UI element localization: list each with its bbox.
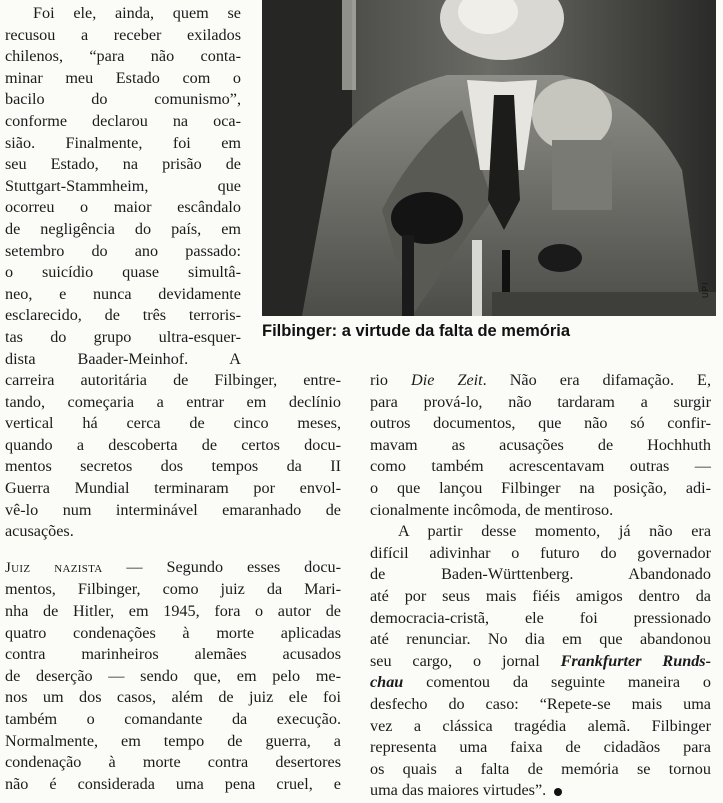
text-line [370, 672, 711, 694]
paragraph-documents [370, 370, 711, 521]
text-line: ocorreu o maior escândalo [5, 198, 241, 217]
article-column-bottom-left [5, 370, 341, 795]
text-line: carreira autoritária de Filbinger, entre- [5, 371, 341, 389]
text-line: de deserção — sendo que, em pelo me- [5, 666, 341, 685]
text-line: o suicídio quase simultâ- [5, 263, 241, 282]
text-line: neo, e nunca devidamente [5, 284, 241, 303]
text-line: não é considerada uma pena cruel, e [5, 774, 341, 793]
text-line: desfecho do caso: “Repete-se mais uma [370, 694, 711, 713]
photo-filbinger [262, 0, 716, 316]
text-line: contra marinheiros alemães acusados [5, 645, 341, 664]
text-line: vertical há cerca de cinco meses, [5, 414, 341, 433]
text-line: de negligência do país, em [5, 219, 241, 238]
text-line: Normalmente, em tempo de guerra, a [5, 731, 341, 750]
text-line: chilenos, “para não conta- [5, 47, 241, 66]
text-line: minar meu Estado com o [5, 68, 241, 87]
article-column-top-left [5, 3, 241, 370]
paragraph-resignation [370, 521, 711, 802]
text-line: Stuttgart-Stammheim, que [5, 176, 241, 195]
text-line: Foi ele, ainda, quem se [33, 4, 241, 22]
text-line: o que lançou Filbinger na posição, adi- [370, 478, 711, 497]
text-line: até por seus mais fiéis amigos dentro da [370, 586, 711, 605]
text-line: nha de Hitler, em 1945, fora o autor de [5, 601, 341, 620]
newspaper-name: Frankfurter Runds- [560, 651, 711, 670]
photo-caption: Filbinger: a virtude da falta de memória [262, 322, 571, 340]
text-line: vê-lo num interminável emaranhado de [5, 500, 341, 519]
text-line: esclarecido, de três terroris- [5, 306, 241, 325]
text-line: mavam as acusações de Hochhuth [370, 435, 711, 454]
text-line: representa uma faixa de cidadãos para [370, 738, 711, 757]
text-line: cionalmente incômoda, de mentiroso. [370, 500, 614, 519]
text-line: difícil adivinhar o futuro do governador [370, 543, 711, 562]
text-line: bacilo do comunismo”, [5, 90, 241, 109]
text-line: outros documentos, que não só confir- [370, 414, 711, 433]
text-fragment: — Segundo esses docu- [102, 557, 341, 576]
photo-credit: UPI [701, 281, 710, 298]
paragraph-career [5, 370, 341, 543]
text-line [370, 780, 711, 802]
text-fragment: . Não era difamação. E, [482, 371, 711, 389]
text-line: setembro do ano passado: [5, 241, 241, 260]
text-line: mentos secretos dos tempos da II [5, 457, 341, 476]
paragraph-intro [5, 3, 241, 370]
text-line: os quais a falta de memória se tornou [370, 759, 711, 778]
text-fragment: uma das maiores virtudes”. [370, 781, 547, 800]
paragraph-nazi-judge [5, 557, 341, 796]
text-line: sião. Finalmente, foi em [5, 133, 241, 152]
text-line: dista Baader-Meinhof. A [5, 349, 241, 368]
newspaper-name: Die Zeit [411, 371, 483, 389]
text-line: A partir desse momento, já não era [398, 522, 711, 541]
end-mark-bullet [554, 788, 562, 796]
text-line: democracia-cristã, ele foi pressionado [370, 608, 711, 627]
text-line: recusou a receber exilados [5, 25, 241, 44]
newspaper-name: chau [370, 673, 404, 692]
text-line [370, 651, 711, 673]
text-line [370, 370, 711, 392]
text-line: vez a clássica tragédia alemã. Filbinger [370, 716, 711, 735]
text-line: para prová-lo, não tardaram a surgir [370, 392, 711, 411]
text-line: até renunciar. No dia em que abandonou [370, 630, 711, 649]
text-line: também o comandante da execução. [5, 709, 341, 728]
photo-illustration [262, 0, 716, 316]
text-fragment: rio [370, 371, 412, 389]
text-line [5, 557, 341, 580]
text-line: tando, começaria a entrar em declínio [5, 392, 341, 411]
text-line: conforme declarou na oca- [5, 111, 241, 130]
text-line: seu Estado, na prisão de [5, 155, 241, 174]
text-line: como também acrescentavam outras — [370, 457, 711, 476]
text-line: tas do grupo ultra-esquer- [5, 327, 241, 346]
text-line: nos um dos casos, além de juiz ele foi [5, 688, 341, 707]
text-fragment: seu cargo, o jornal [370, 651, 561, 670]
text-line: de Baden-Württenberg. Abandonado [370, 565, 711, 584]
text-line: acusações. [5, 522, 74, 541]
text-line: Guerra Mundial terminaram por envol- [5, 478, 341, 497]
text-fragment: comentou da seguinte maneira o [403, 673, 711, 692]
text-line: quando a descoberta de certos docu- [5, 435, 341, 454]
text-line: quatro condenações à morte aplicadas [5, 623, 341, 642]
text-line: condenação à morte contra desertores [5, 753, 341, 772]
article-column-right [370, 370, 711, 802]
text-line: mentos, Filbinger, como juiz da Mari- [5, 580, 341, 599]
section-kicker: Juiz nazista [5, 559, 103, 576]
